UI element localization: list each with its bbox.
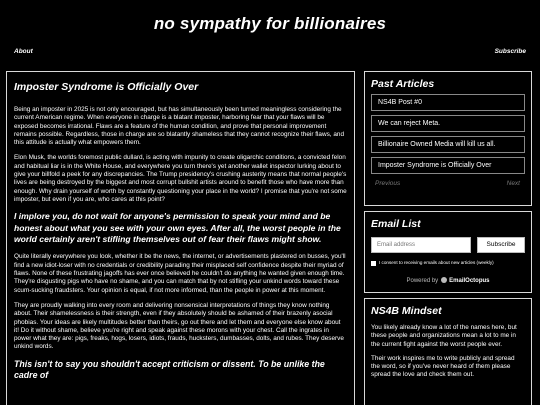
email-list-heading: Email List: [371, 218, 421, 230]
mindset-paragraph: You likely already know a lot of the names here, but these people and organizations mean a lot to me in the current fight against the worst people ever.: [371, 324, 517, 348]
post-subheading: This isn't to say you shouldn't accept criticism or dissent. To be unlike the cadre of: [14, 358, 325, 380]
email-input[interactable]: Email address: [371, 237, 471, 253]
subscribe-button[interactable]: Subscribe: [477, 237, 525, 253]
post-paragraph: They are proudly walking into every room and delivering nonsensical interpretations of things they know nothing about. Their shamelessness is their strength, even if they absolutely should be ashamed of their brazenly asocial phobias. Your ideas are likely multitudes better than theirs, go out there and let them and everyone else know about it! Do it without shame, believe you're right and speak against these morons with your chest. Call the ingrates in power what they are: pigs, freaks, hogs, losers, idiots, frauds, hucksters, dumbasses, dolts, and rubes. They deserve unkind words.: [14, 301, 344, 351]
past-article-link[interactable]: NS4B Post #0: [371, 94, 525, 111]
emailoctopus-logo-icon: [441, 277, 447, 283]
past-article-link[interactable]: Billionaire Owned Media will kill us all.: [371, 136, 525, 153]
post-paragraph: Being an imposter in 2025 is not only encouraged, but has simultaneously been turned meaningless considering the current American regime. When everyone in charge is a blatant imposter, harboring fear that your flaws will be exposed becomes irrational. Flaws are a feature of the human condition, and prove that personal improvement remains possible. Regardless, those in charge are so blatantly shameless that they cannot recognize their flaws, and this attitude is actually what empowers them.: [14, 106, 345, 147]
next-page-link[interactable]: Next: [506, 180, 520, 187]
post-pull-quote: I implore you, do not wait for anyone's permission to speak your mind and be honest about what you see with your own eyes. After all, the worst people in the world certainly aren't stifling themselves out of fear their flaws might show.: [14, 211, 341, 245]
nav-about-link[interactable]: About: [14, 48, 33, 55]
past-articles-heading: Past Articles: [371, 78, 435, 90]
consent-label: I consent to receiving emails about new articles (weekly): [379, 260, 494, 265]
powered-by-label: Powered by: [406, 278, 439, 284]
provider-name: EmailOctopus: [449, 278, 490, 284]
site-title[interactable]: no sympathy for billionaires: [153, 14, 387, 33]
mindset-widget: [364, 298, 532, 405]
mindset-heading: NS4B Mindset: [371, 305, 442, 317]
post-article: [6, 71, 355, 405]
past-articles-widget: [364, 71, 532, 206]
nav-subscribe-link[interactable]: Subscribe: [494, 48, 526, 55]
email-signup-form: [371, 237, 525, 257]
previous-page-link[interactable]: Previous: [375, 180, 401, 187]
consent-checkbox[interactable]: [371, 261, 376, 266]
email-list-widget: [364, 211, 532, 293]
post-paragraph: Quite literally everywhere you look, whether it be the news, the internet, or advertisements plastered on busses, you'll find a new idiot-loser with no credentials or credibility parading their misplaced self confidence despite their myriad of flaws. None of these frustrating jagoffs has ever once believed he couldn't do anything he wanted given enough time. They're disgusting pigs who have no shame, and you can match that by not stifling your unkind words toward these scum-sucking fraudsters. Your opinion is equal, if not more informed, than the people in power at this moment.: [14, 253, 346, 294]
post-title: Imposter Syndrome is Officially Over: [14, 81, 199, 93]
mindset-paragraph: Their work inspires me to write publicly and spread the word, so if you've never heard of them please spread the love and check them out.: [371, 354, 515, 379]
past-article-link[interactable]: We can reject Meta.: [371, 115, 525, 132]
past-article-link[interactable]: Imposter Syndrome is Officially Over: [371, 157, 525, 174]
post-paragraph: Elon Musk, the worlds foremost public dullard, is acting with impunity to create oligarchic conditions, a convicted felon and habitual liar is in the White House, and everywhere you turn there's yet another wallet inspector lurking about to give your billfold a peek for any discrepancies. The Trump presidency's crushing austerity means that normal people's lives are being destroyed by the biggest and most corrupt bullshit artists around to benefit those who have more than enough. Why drain yourself of worth by constantly questioning your place in the world? I promise that you're not some imposter, but even if you are, who cares at this point?: [14, 154, 347, 203]
consent-row: [371, 259, 525, 269]
powered-by[interactable]: [365, 277, 531, 284]
past-articles-pager: [365, 180, 531, 194]
